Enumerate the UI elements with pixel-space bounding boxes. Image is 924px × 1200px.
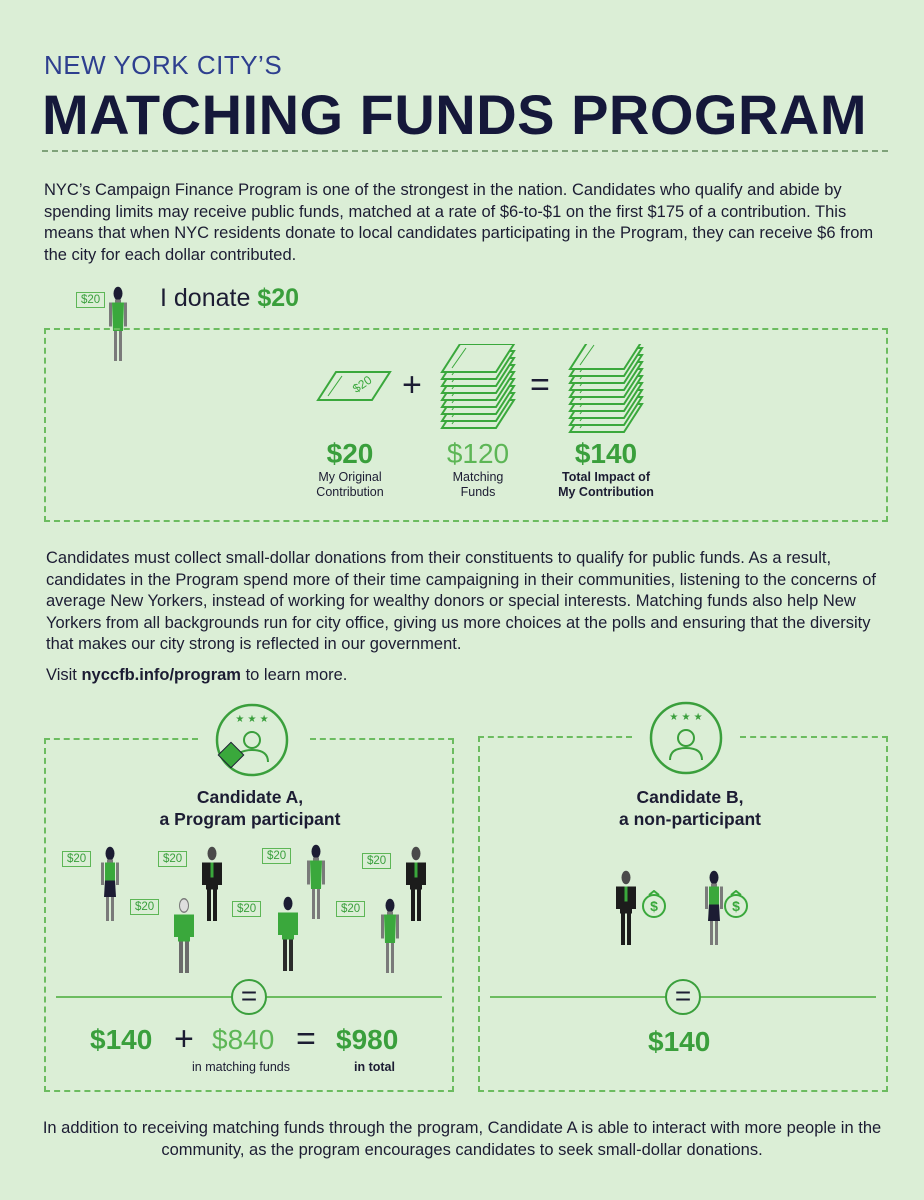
- page-title: MATCHING FUNDS PROGRAM: [42, 83, 868, 146]
- svg-text:★ ★ ★: ★ ★ ★: [669, 712, 703, 723]
- donor-man-suit-2-icon: [404, 846, 428, 921]
- candidate-b-top-right-border: [740, 736, 888, 738]
- plus-sign: +: [402, 366, 422, 404]
- donor-tag-1: $20: [62, 851, 91, 867]
- matching-funds-caption-2: Funds: [460, 485, 496, 499]
- total-impact-value: $140: [574, 438, 638, 469]
- candidate-b-top-left-border: [478, 736, 632, 738]
- donor-tag-3: $20: [262, 848, 291, 864]
- candidate-a-title-2: a Program participant: [159, 809, 341, 829]
- wealthy-donor-woman-icon: [702, 870, 726, 945]
- visit-line: [46, 666, 347, 685]
- matching-funds-value: $120: [446, 438, 510, 469]
- donor-man-1-icon: [172, 898, 196, 973]
- candidate-a-top-left-border: [44, 738, 198, 740]
- original-contribution-caption-1: My Original: [318, 470, 382, 484]
- candidate-a-title: [110, 786, 390, 830]
- donor-tag-5: $20: [130, 899, 159, 915]
- candidate-a-matching-caption: in matching funds: [192, 1060, 290, 1074]
- donate-prefix: I donate: [160, 284, 251, 312]
- footer-paragraph: In addition to receiving matching funds through the program, Candidate A is able to interact with more people in the community, as the program encourages candidates to seek small-dollar donations.: [42, 1119, 882, 1159]
- original-contribution: [290, 438, 410, 500]
- donor-woman-2-icon: [304, 844, 328, 919]
- candidate-b-title-2: a non-participant: [619, 809, 761, 829]
- intro-paragraph: NYC’s Campaign Finance Program is one of the strongest in the nation. Candidates who qualify and abide by spending limits may receive public funds, matched at a rate of $6-to-$1 on the first $175 of a contribution. This means that when NYC residents donate to local candidates participating in the Program, they can receive $6 from the city for each dollar contributed.: [44, 181, 874, 264]
- svg-text:★ ★ ★: ★ ★ ★: [235, 714, 269, 725]
- donor-tag-4: $20: [362, 853, 391, 869]
- candidate-a-matching: $840: [212, 1024, 275, 1055]
- candidate-b-title: [560, 786, 820, 830]
- candidate-a-title-1: Candidate A,: [196, 787, 304, 807]
- matching-funds-caption-1: Matching: [452, 470, 504, 484]
- divider: [42, 150, 888, 152]
- candidate-a-equals: =: [296, 1020, 316, 1058]
- donor-tag-2: $20: [158, 851, 187, 867]
- money-bag-icon-2: [724, 890, 750, 920]
- total-bills-stack-icon: [568, 344, 650, 434]
- candidate-a-contribution: $140: [90, 1024, 153, 1055]
- donor-man-2-icon: [276, 896, 300, 971]
- original-contribution-caption-2: Contribution: [316, 485, 384, 499]
- donor-man-suit-1-icon: [200, 846, 224, 921]
- visit-suffix: to learn more.: [245, 666, 348, 684]
- matching-funds: [418, 438, 538, 500]
- donation-tag: $20: [76, 292, 105, 308]
- donate-heading: [160, 284, 299, 313]
- candidate-a-total: $980: [336, 1024, 399, 1055]
- candidate-b-equals-circle: =: [665, 979, 701, 1015]
- bill-label: $20: [349, 372, 375, 396]
- supertitle: NEW YORK CITY’S: [44, 50, 283, 80]
- total-impact-caption-1: Total Impact of: [562, 470, 650, 484]
- money-bag-icon: [642, 890, 668, 920]
- original-contribution-value: $20: [326, 438, 374, 469]
- total-impact-caption-2: My Contribution: [558, 485, 654, 499]
- single-bill-icon: [316, 366, 396, 410]
- program-link[interactable]: nyccfb.info/program: [81, 666, 241, 684]
- candidate-a-total-caption: in total: [354, 1060, 395, 1074]
- body-paragraph: Candidates must collect small-dollar donations from their constituents to qualify for public funds. As a result, candidates in the Program spend more of their time campaigning in their communities, listening to the concerns of average New Yorkers, instead of working for wealthy donors or special interests. Matching funds also help New Yorkers from all backgrounds run for city office, giving us more choices at the polls and ensuring that the diversity that makes our city strong is reflected in our government.: [46, 549, 877, 653]
- candidate-b-title-1: Candidate B,: [636, 787, 744, 807]
- candidate-a-top-right-border: [310, 738, 454, 740]
- candidate-a-avatar-icon: [214, 702, 290, 778]
- matching-bills-stack-icon: [440, 344, 522, 434]
- candidate-a-equals-circle: =: [231, 979, 267, 1015]
- candidate-b-total: $140: [648, 1026, 711, 1057]
- candidate-b-avatar-icon: [648, 700, 724, 776]
- wealthy-donor-man-icon: [614, 870, 638, 945]
- donor-tag-6: $20: [232, 901, 261, 917]
- equals-sign: =: [530, 366, 550, 404]
- total-impact: [546, 438, 666, 500]
- visit-prefix: Visit: [46, 666, 77, 684]
- candidate-a-plus: +: [174, 1020, 194, 1058]
- donor-woman-3-icon: [378, 898, 402, 973]
- donate-amount: $20: [257, 284, 300, 312]
- donor-woman-1-icon: [98, 846, 122, 921]
- donor-tag-7: $20: [336, 901, 365, 917]
